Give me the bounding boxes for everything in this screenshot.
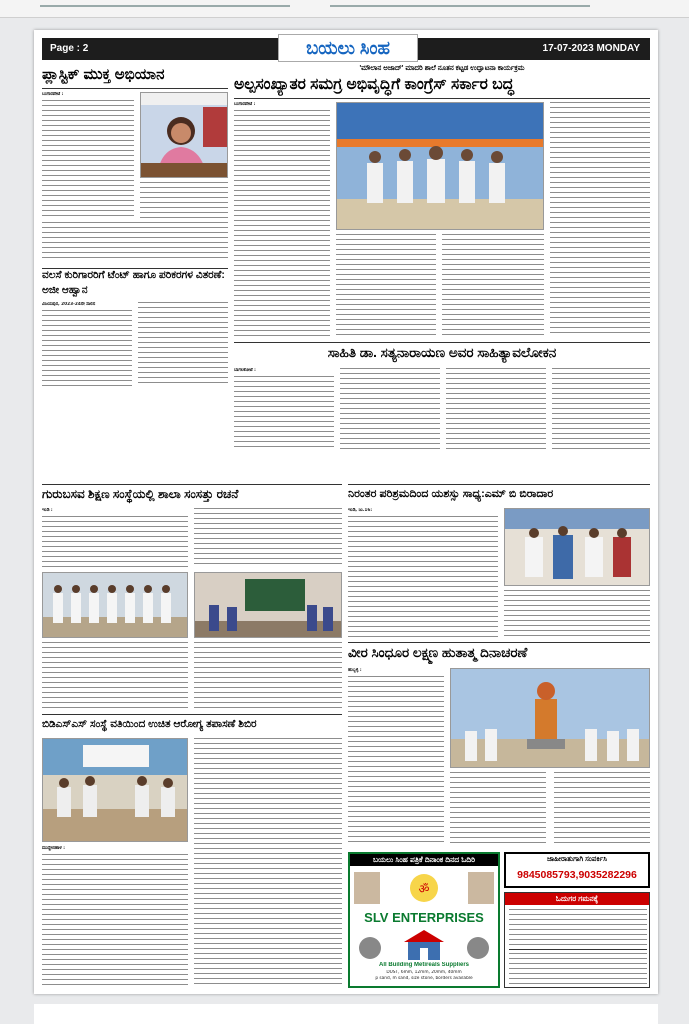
previous-page-strip	[0, 0, 689, 18]
ad-materials-2: p sand, m sand, size stone, borders available	[375, 976, 473, 981]
ad-company-name: SLV ENTERPRISES	[364, 910, 484, 925]
story-headline: ನಿರಂತರ ಪರಿಶ್ರಮದಿಂದ ಯಶಸ್ಸು ಸಾಧ್ಯ:ಎಮ್ ಬಿ ಬಿರಾದಾರ	[348, 488, 554, 500]
story-body-text	[42, 854, 188, 986]
ad-materials: DUST, 6mm, 12mm, 20mm, 40mm	[386, 970, 462, 975]
story-dateline: ಇಂಡಿ, ಜು.16:	[348, 508, 373, 513]
ad-contact-box	[504, 852, 650, 888]
story-dateline: ಬಂಗಾರಪೇಟೆ :	[234, 102, 256, 107]
story-body-text	[348, 516, 498, 638]
ad-readers-notice	[504, 892, 650, 988]
story-dateline: ವಿಜಯಪುರ, 2023-24ನೇ ಸಾಲಿನ	[42, 302, 96, 307]
story-headline: ಅಲ್ಪಸಂಖ್ಯಾತರ ಸಮಗ್ರ ಅಭಿವೃದ್ಧಿಗೆ ಕಾಂಗ್ರೆಸ್ ಸರ್ಕಾರ ಬದ್ಧ	[234, 76, 514, 93]
story-body-text	[234, 110, 330, 336]
story-body-text	[234, 376, 334, 450]
story-dateline: ಮುದ್ದೇಬಿಹಾಳ :	[42, 846, 65, 851]
page-number: Page : 2	[50, 43, 89, 54]
story-veera	[348, 642, 650, 848]
story-headline: ಗುರುಬಸವ ಶಿಕ್ಷಣ ಸಂಸ್ಥೆಯಲ್ಲಿ ಶಾಲಾ ಸಂಸತ್ತು ರಚನೆ	[42, 487, 239, 501]
story-minority	[234, 64, 650, 340]
photo-school-students-row	[42, 572, 188, 638]
photo-health-camp	[42, 738, 188, 842]
newspaper-logo: ಬಯಲು ಸಿಂಹ	[278, 34, 418, 62]
story-dateline: ಬಂಗಾರಪೇಟೆ :	[42, 92, 64, 97]
story-tent	[42, 268, 228, 388]
story-body-text	[42, 100, 134, 218]
photo-woman-officer	[140, 92, 228, 178]
ad-tagline: All Building Metireals Suppliers	[378, 962, 469, 968]
story-headline: ವೀರ ಸಿಂಧೂರ ಲಕ್ಷ್ಮಣ ಹುತಾತ್ಮ ದಿನಾಚರಣೆ	[348, 645, 528, 660]
ad-contact-title: ಜಾಹೀರಾತುಗಾಗಿ ಸಂಪರ್ಕಿಸಿ	[506, 854, 648, 866]
story-dateline: ಇಂಡಿ :	[42, 508, 53, 513]
story-dateline: ಬಾಗಲಕೋಟೆ :	[234, 368, 256, 373]
story-dateline: ಹುಬ್ಬಳ್ಳಿ :	[348, 668, 362, 673]
photo-felicitation-event	[504, 508, 650, 586]
story-headline: ವಲಸೆ ಕುರಿಗಾರರಿಗೆ ಟೆಂಟ್ ಹಾಗೂ ಪರಿಕರಗಳ ವಿತರಣೆ: ಅಜೀ ಆಹ್ವಾನ	[42, 269, 225, 296]
newspaper-page	[34, 30, 658, 994]
ad-contact-phones: 9845085793,9035282296	[517, 869, 637, 881]
story-biradar	[348, 484, 650, 640]
story-kicker: 'ಮೌಲಾನ ಅಜಾದ್' ಮಾದರಿ ಶಾಲೆ ನೂತನ ಕಟ್ಟಡ ಉದ್ಘಾಟನಾ ಕಾರ್ಯಕ್ರಮ	[359, 65, 525, 72]
notice-body	[509, 909, 647, 945]
photo-statue-tribute	[450, 668, 650, 768]
story-plastic	[42, 64, 228, 264]
next-page-strip	[34, 1004, 658, 1024]
svg-text:ॐ: ॐ	[418, 882, 430, 896]
story-body-text	[348, 676, 444, 844]
notice-body-2	[509, 953, 647, 987]
photo-students-at-board	[194, 572, 342, 638]
ad-slv-enterprises	[348, 852, 500, 988]
story-gurubasava	[42, 484, 342, 710]
ad-header-art	[350, 868, 498, 908]
photo-inauguration-stage	[336, 102, 544, 230]
story-bdss	[42, 714, 342, 988]
story-sahitya	[234, 342, 650, 452]
issue-date: 17-07-2023 MONDAY	[542, 43, 640, 54]
ad-newspaper-banner: ಬಯಲು ಸಿಂಹ ಪತ್ರಿಕೆ ದಿನಾಂಕ ದಿನದ ಓದಿರಿ	[350, 854, 498, 866]
ad-house-icon	[350, 928, 498, 962]
notice-title: ಓದುಗರ ಗಮನಕ್ಕೆ	[505, 893, 649, 905]
story-headline: ಬಿಡಿಎಸ್ಎಸ್ ಸಂಸ್ಥೆ ವತಿಯಿಂದ ಉಚಿತ ಆರೋಗ್ಯ ತಪಾಸಣೆ ಶಿಬಿರ	[42, 718, 257, 730]
story-headline: ಸಾಹಿತಿ ಡಾ. ಸತ್ಯನಾರಾಯಣ ಅವರ ಸಾಹಿತ್ಯಾವಲೋಕನ	[327, 345, 557, 360]
masthead	[42, 38, 650, 60]
story-body-text	[42, 516, 188, 568]
story-headline: ಪ್ಲಾಸ್ಟಿಕ್ ಮುಕ್ತ ಅಭಿಯಾನ	[42, 66, 165, 83]
story-body-text	[42, 310, 132, 386]
